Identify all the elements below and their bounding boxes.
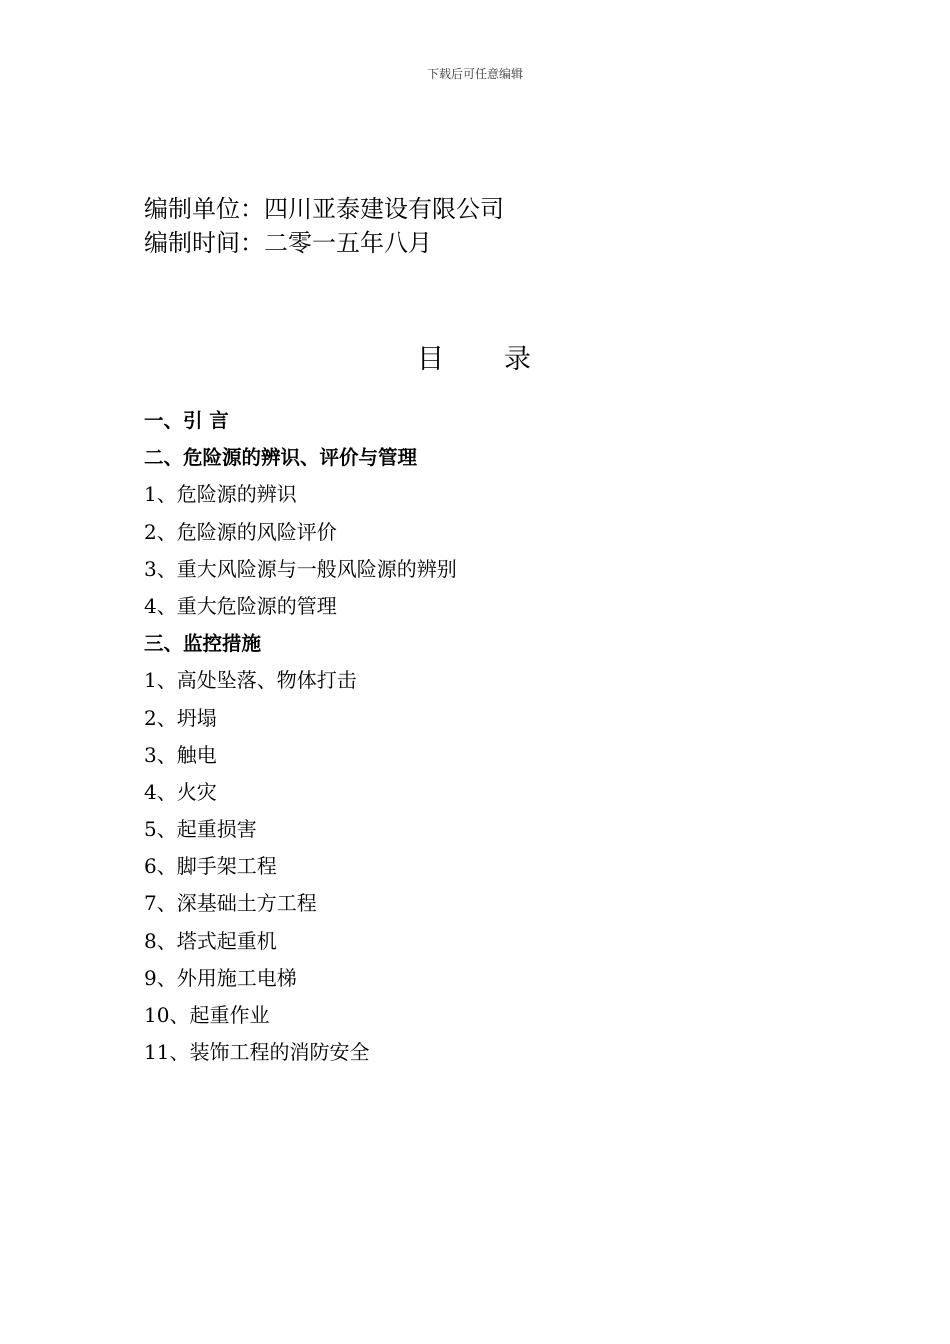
toc-item[interactable]: 4、火灾 <box>144 779 217 804</box>
toc-item[interactable]: 2、危险源的风险评价 <box>144 519 337 544</box>
table-of-contents <box>144 402 457 1071</box>
toc-item[interactable]: 7、深基础土方工程 <box>144 891 317 916</box>
toc-item[interactable]: 三、监控措施 <box>144 632 262 656</box>
toc-item[interactable]: 8、塔式起重机 <box>144 928 277 953</box>
document-meta <box>144 192 504 260</box>
toc-item[interactable]: 9、外用施工电梯 <box>144 965 297 990</box>
toc-item[interactable]: 2、坍塌 <box>144 705 217 730</box>
toc-item[interactable]: 10、起重作业 <box>144 1003 270 1027</box>
toc-title-char-1: 目 <box>417 344 446 375</box>
compiling-time: 编制时间：二零一五年八月 <box>144 229 432 257</box>
toc-item[interactable]: 4、重大危险源的管理 <box>144 593 337 618</box>
toc-item[interactable]: 1、危险源的辨识 <box>144 482 297 507</box>
toc-item[interactable]: 二、危险源的辨识、评价与管理 <box>144 446 418 470</box>
toc-item[interactable]: 1、高处坠落、物体打击 <box>144 668 357 693</box>
toc-title <box>0 340 950 380</box>
toc-item[interactable]: 6、脚手架工程 <box>144 854 277 879</box>
toc-item[interactable]: 一、引 言 <box>144 409 229 432</box>
toc-item[interactable]: 3、重大风险源与一般风险源的辨别 <box>144 556 457 581</box>
toc-title-char-2: 录 <box>504 344 533 375</box>
toc-item[interactable]: 11、装饰工程的消防安全 <box>144 1040 370 1065</box>
toc-item[interactable]: 3、触电 <box>144 742 217 767</box>
compiling-unit: 编制单位：四川亚泰建设有限公司 <box>144 195 504 223</box>
toc-item[interactable]: 5、起重损害 <box>144 817 257 842</box>
page-header-note: 下载后可任意编辑 <box>426 67 523 81</box>
